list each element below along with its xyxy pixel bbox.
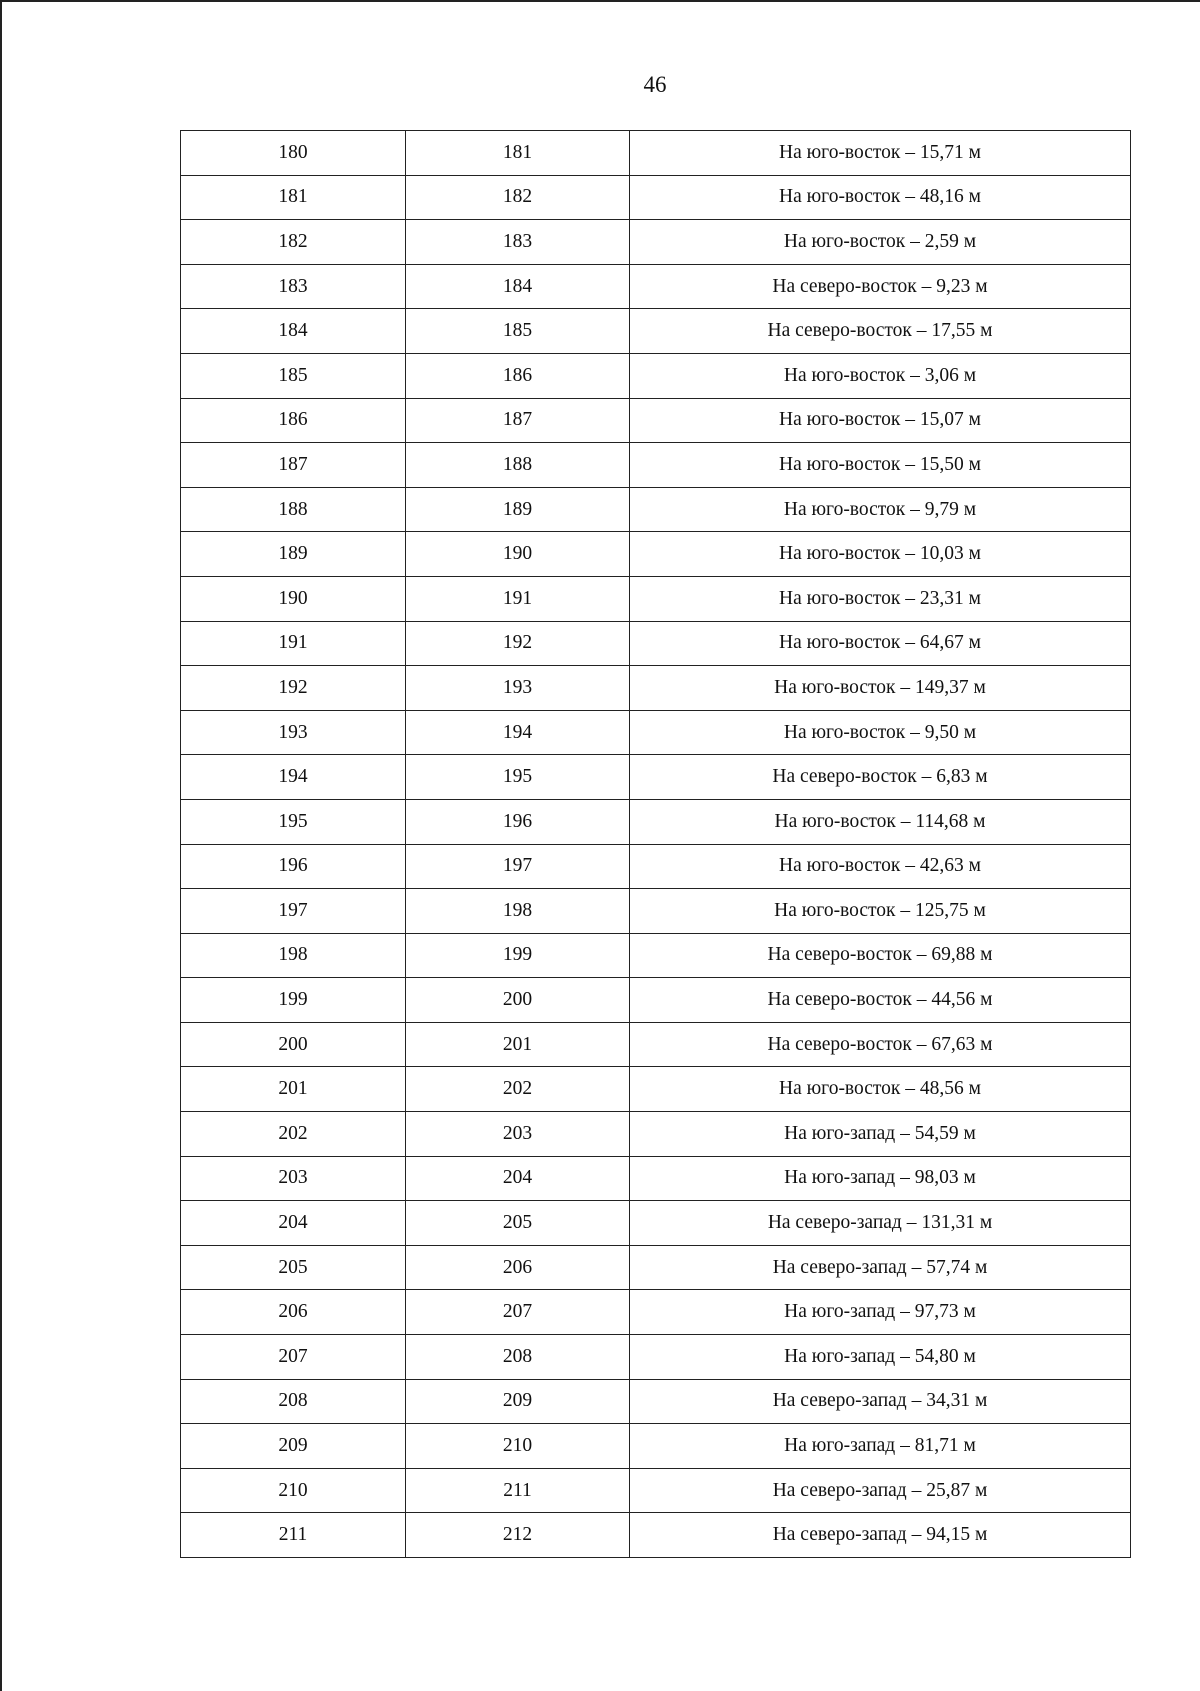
table-row [181,487,1131,532]
direction-distance-cell: На юго-восток – 15,50 м [630,443,1131,488]
direction-distance-cell: На юго-восток – 2,59 м [630,220,1131,265]
point-to-cell: 193 [406,666,630,711]
direction-distance-cell: На юго-запад – 98,03 м [630,1156,1131,1201]
point-from-cell: 199 [181,978,406,1023]
direction-distance-cell: На северо-восток – 69,88 м [630,933,1131,978]
table-row [181,1156,1131,1201]
table-row [181,799,1131,844]
point-to-cell: 192 [406,621,630,666]
table-row [181,1513,1131,1558]
point-to-cell: 183 [406,220,630,265]
table-row [181,889,1131,934]
point-from-cell: 181 [181,175,406,220]
direction-distance-cell: На юго-запад – 81,71 м [630,1424,1131,1469]
point-to-cell: 210 [406,1424,630,1469]
direction-distance-cell: На юго-восток – 15,71 м [630,131,1131,176]
table-row [181,309,1131,354]
table-row [181,1468,1131,1513]
point-from-cell: 197 [181,889,406,934]
table-row [181,398,1131,443]
point-to-cell: 208 [406,1335,630,1380]
table-row [181,666,1131,711]
point-from-cell: 191 [181,621,406,666]
point-to-cell: 198 [406,889,630,934]
direction-distance-cell: На северо-запад – 57,74 м [630,1245,1131,1290]
direction-distance-cell: На юго-восток – 125,75 м [630,889,1131,934]
point-from-cell: 186 [181,398,406,443]
direction-distance-cell: На юго-восток – 10,03 м [630,532,1131,577]
table-row [181,978,1131,1023]
direction-distance-cell: На северо-восток – 67,63 м [630,1022,1131,1067]
point-from-cell: 201 [181,1067,406,1112]
table-row [181,1335,1131,1380]
point-from-cell: 206 [181,1290,406,1335]
point-from-cell: 183 [181,264,406,309]
direction-distance-cell: На юго-восток – 3,06 м [630,353,1131,398]
table-row [181,443,1131,488]
point-to-cell: 185 [406,309,630,354]
direction-distance-cell: На северо-запад – 25,87 м [630,1468,1131,1513]
point-to-cell: 187 [406,398,630,443]
table-row [181,1424,1131,1469]
point-to-cell: 181 [406,131,630,176]
point-to-cell: 202 [406,1067,630,1112]
table-row [181,576,1131,621]
point-to-cell: 189 [406,487,630,532]
direction-distance-cell: На юго-восток – 15,07 м [630,398,1131,443]
direction-distance-cell: На юго-восток – 149,37 м [630,666,1131,711]
point-from-cell: 205 [181,1245,406,1290]
point-from-cell: 185 [181,353,406,398]
direction-distance-cell: На северо-запад – 94,15 м [630,1513,1131,1558]
point-to-cell: 191 [406,576,630,621]
table-row [181,131,1131,176]
point-to-cell: 200 [406,978,630,1023]
direction-distance-cell: На юго-запад – 54,80 м [630,1335,1131,1380]
point-to-cell: 199 [406,933,630,978]
direction-distance-cell: На юго-восток – 114,68 м [630,799,1131,844]
point-to-cell: 204 [406,1156,630,1201]
point-from-cell: 208 [181,1379,406,1424]
point-from-cell: 184 [181,309,406,354]
point-from-cell: 180 [181,131,406,176]
table-row [181,1201,1131,1246]
point-to-cell: 206 [406,1245,630,1290]
boundary-points-table [180,130,1131,1558]
page-number: 46 [643,72,667,97]
table-row [181,621,1131,666]
table-row [181,532,1131,577]
table-row [181,844,1131,889]
point-to-cell: 201 [406,1022,630,1067]
direction-distance-cell: На северо-восток – 9,23 м [630,264,1131,309]
point-to-cell: 211 [406,1468,630,1513]
direction-distance-cell: На юго-восток – 42,63 м [630,844,1131,889]
point-from-cell: 207 [181,1335,406,1380]
point-from-cell: 210 [181,1468,406,1513]
table-row [181,175,1131,220]
point-from-cell: 189 [181,532,406,577]
direction-distance-cell: На юго-восток – 48,16 м [630,175,1131,220]
table-row [181,1379,1131,1424]
point-to-cell: 184 [406,264,630,309]
point-from-cell: 204 [181,1201,406,1246]
direction-distance-cell: На юго-восток – 23,31 м [630,576,1131,621]
point-to-cell: 209 [406,1379,630,1424]
table-row [181,755,1131,800]
point-from-cell: 188 [181,487,406,532]
direction-distance-cell: На юго-восток – 48,56 м [630,1067,1131,1112]
point-to-cell: 190 [406,532,630,577]
table-body [181,131,1131,1558]
direction-distance-cell: На северо-восток – 44,56 м [630,978,1131,1023]
point-to-cell: 196 [406,799,630,844]
direction-distance-cell: На юго-запад – 54,59 м [630,1112,1131,1157]
point-to-cell: 203 [406,1112,630,1157]
table-row [181,353,1131,398]
point-from-cell: 202 [181,1112,406,1157]
direction-distance-cell: На юго-восток – 9,79 м [630,487,1131,532]
table-row [181,1067,1131,1112]
table-row [181,264,1131,309]
table-row [181,933,1131,978]
point-to-cell: 186 [406,353,630,398]
table-row [181,1245,1131,1290]
point-to-cell: 188 [406,443,630,488]
table-row [181,1112,1131,1157]
point-to-cell: 197 [406,844,630,889]
point-to-cell: 207 [406,1290,630,1335]
point-from-cell: 209 [181,1424,406,1469]
point-from-cell: 200 [181,1022,406,1067]
point-from-cell: 211 [181,1513,406,1558]
point-from-cell: 187 [181,443,406,488]
point-from-cell: 195 [181,799,406,844]
point-from-cell: 182 [181,220,406,265]
point-from-cell: 193 [181,710,406,755]
point-from-cell: 198 [181,933,406,978]
table-row [181,1290,1131,1335]
point-to-cell: 212 [406,1513,630,1558]
point-from-cell: 190 [181,576,406,621]
table-row [181,1022,1131,1067]
table-row [181,220,1131,265]
direction-distance-cell: На северо-восток – 17,55 м [630,309,1131,354]
direction-distance-cell: На юго-запад – 97,73 м [630,1290,1131,1335]
direction-distance-cell: На юго-восток – 64,67 м [630,621,1131,666]
point-to-cell: 182 [406,175,630,220]
point-to-cell: 194 [406,710,630,755]
direction-distance-cell: На северо-запад – 131,31 м [630,1201,1131,1246]
direction-distance-cell: На юго-восток – 9,50 м [630,710,1131,755]
point-to-cell: 205 [406,1201,630,1246]
table-row [181,710,1131,755]
point-to-cell: 195 [406,755,630,800]
point-from-cell: 203 [181,1156,406,1201]
direction-distance-cell: На северо-запад – 34,31 м [630,1379,1131,1424]
direction-distance-cell: На северо-восток – 6,83 м [630,755,1131,800]
point-from-cell: 194 [181,755,406,800]
point-from-cell: 192 [181,666,406,711]
point-from-cell: 196 [181,844,406,889]
